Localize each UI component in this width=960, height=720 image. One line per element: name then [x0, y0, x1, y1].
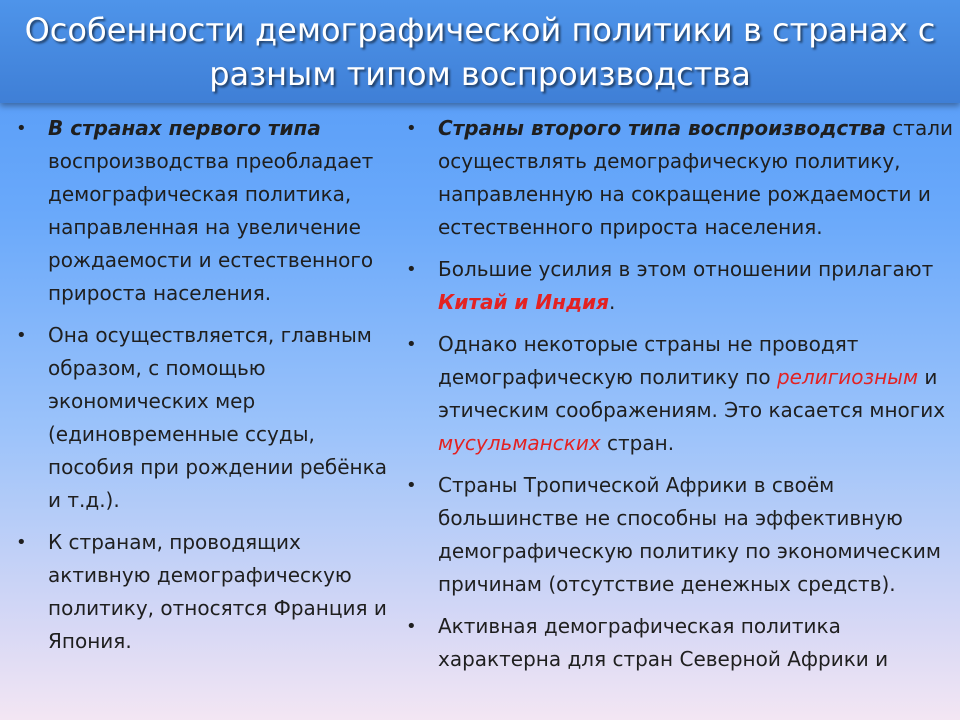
- list-item: [398, 253, 954, 319]
- item-text-middle: и этическим соображениям. Это касается многих: [438, 365, 946, 422]
- highlight-countries: Китай и Индия: [438, 290, 609, 314]
- bullet-icon: •: [16, 118, 27, 139]
- list-item: [398, 610, 954, 676]
- right-column: [398, 112, 954, 685]
- bold-lead: Страны второго типа воспроизводства: [438, 116, 886, 140]
- item-text: Она осуществляется, главным образом, с помощью экономических мер (единовременные ссуды, пособия при рождении ребёнка и т.д.).: [48, 323, 387, 512]
- item-text: Однако некоторые страны не проводят демографическую политику по: [438, 332, 859, 389]
- item-text: стали осуществлять демографическую политику, направленную на сокращение рождаемости и естественного прироста населения.: [438, 116, 953, 239]
- list-item: [398, 469, 954, 601]
- bullet-icon: •: [16, 325, 27, 346]
- highlight-muslim: мусульманских: [438, 431, 601, 455]
- left-column: [8, 112, 400, 667]
- item-text: Активная демографическая политика характерна для стран Северной Африки и: [438, 614, 889, 671]
- slide-title-bar: [0, 0, 960, 103]
- list-item: [398, 328, 954, 460]
- list-item: [398, 112, 954, 244]
- item-text-end: .: [608, 290, 616, 314]
- slide-title: Особенности демографической политики в странах с разным типом воспроизводства: [24, 10, 936, 93]
- list-item: [8, 112, 400, 310]
- item-text: Страны Тропической Африки в своём большинстве не способны на эффективную демографическую политику по экономическим причинам (отсутствие денежных средств).: [438, 473, 941, 596]
- bullet-icon: •: [406, 475, 417, 496]
- bullet-icon: •: [16, 532, 27, 553]
- list-item: [8, 319, 400, 517]
- right-bullet-list: [398, 112, 954, 676]
- list-item: [8, 526, 400, 658]
- item-text-end: стран.: [600, 431, 675, 455]
- item-text: Большие усилия в этом отношении прилагают: [438, 257, 934, 281]
- item-text: К странам, проводящих активную демографическую политику, относятся Франция и Япония.: [48, 530, 387, 653]
- left-bullet-list: [8, 112, 400, 658]
- bullet-icon: •: [406, 334, 417, 355]
- item-text: воспроизводства преобладает демографическая политика, направленная на увеличение рождаемости и естественного прироста населения.: [48, 149, 374, 305]
- bullet-icon: •: [406, 259, 417, 280]
- bold-lead: В странах первого типа: [48, 116, 321, 140]
- bullet-icon: •: [406, 118, 417, 139]
- highlight-religious: религиозным: [776, 365, 919, 389]
- bullet-icon: •: [406, 616, 417, 637]
